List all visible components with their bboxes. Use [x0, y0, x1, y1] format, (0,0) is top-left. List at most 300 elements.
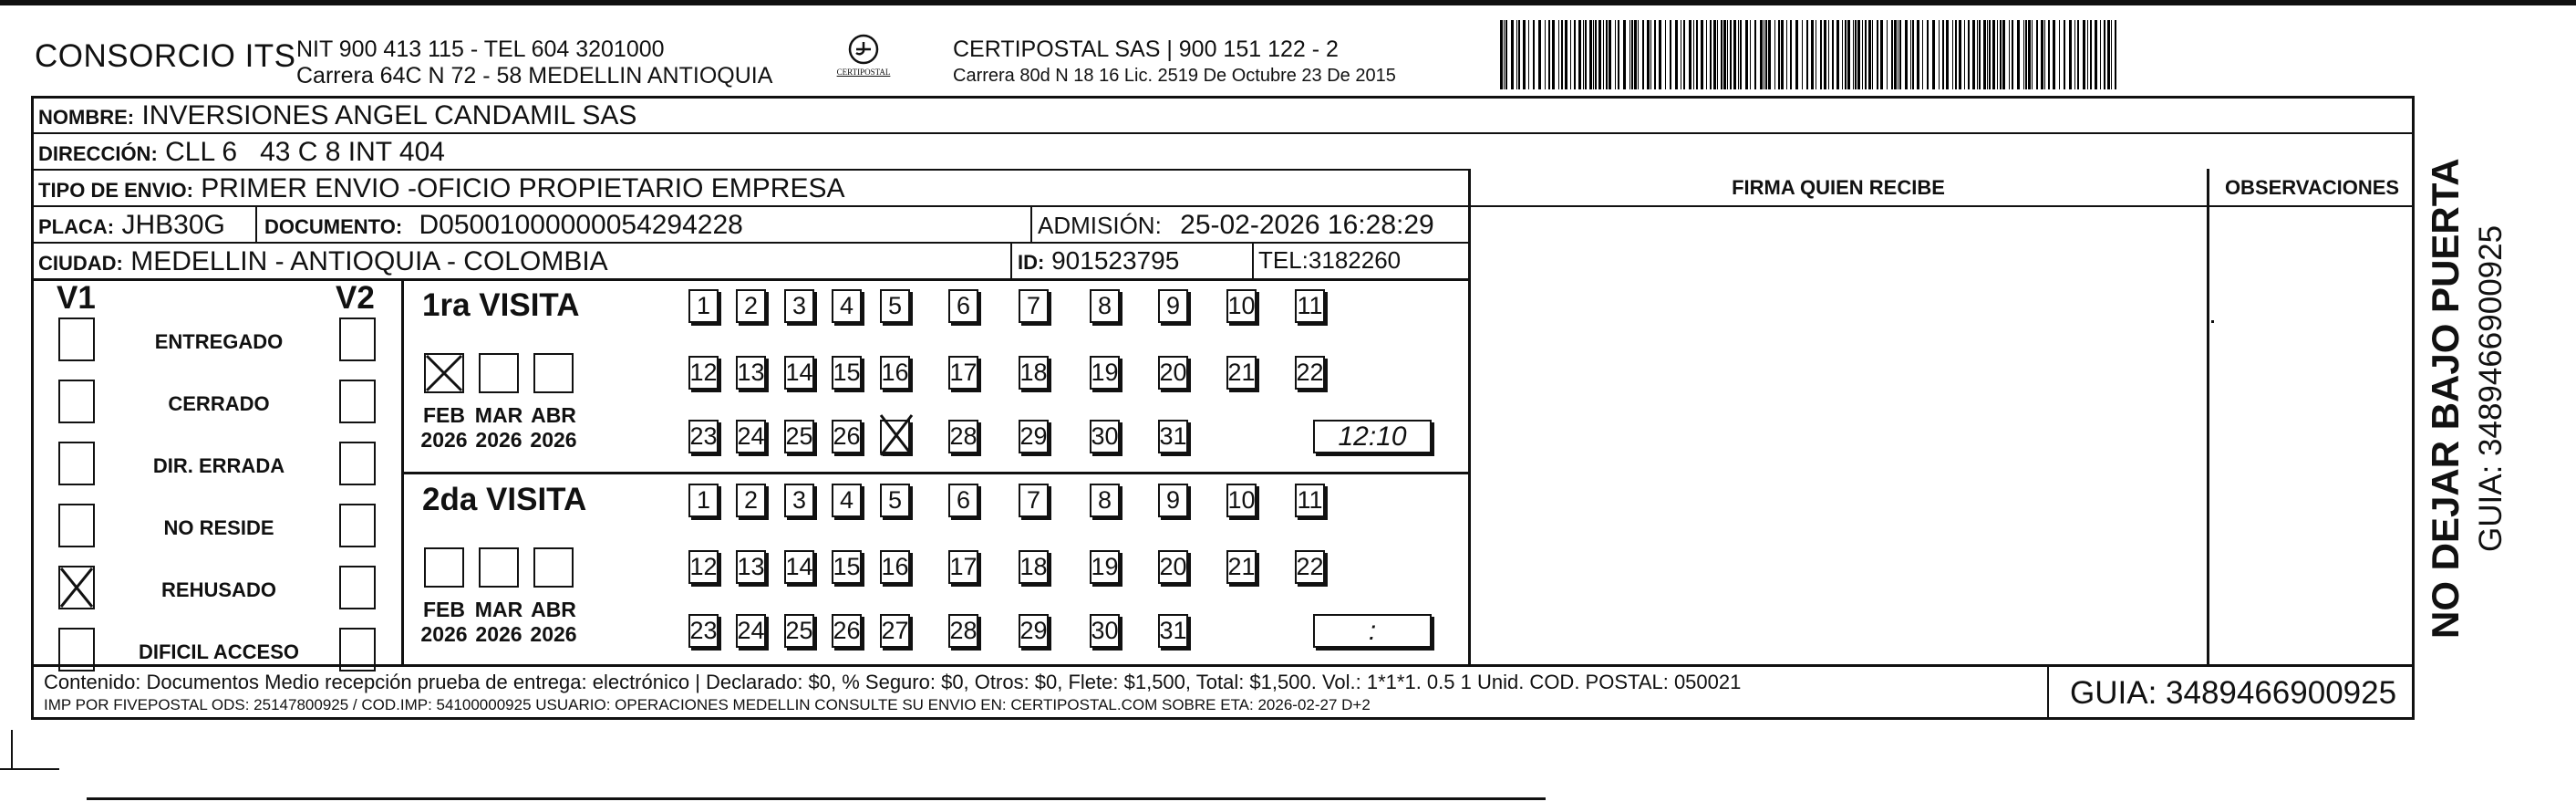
barcode-bar [1927, 20, 1929, 89]
barcode-bar [1683, 20, 1685, 89]
admision-value: 25-02-2026 16:28:29 [1180, 210, 1434, 240]
status-label-rehusado: REHUSADO [161, 578, 276, 601]
barcode-bar [1750, 20, 1751, 89]
barcode-bar [1696, 20, 1698, 89]
barcode-bar [1638, 20, 1639, 89]
month-name: MAR [474, 598, 523, 621]
barcode-bar [1721, 20, 1723, 89]
day-box-1-30: 30 [1090, 420, 1120, 453]
month-box-mar-1 [479, 353, 519, 393]
month-box-feb-1 [424, 353, 464, 393]
status-label-cerrado: CERRADO [168, 392, 270, 415]
barcode-bar [1862, 20, 1863, 89]
v2-checkbox-no-reside [339, 504, 376, 547]
barcode-bar [1765, 20, 1767, 89]
logo-text: CERTIPOSTAL [836, 68, 891, 77]
barcode-bar [1634, 20, 1637, 89]
barcode-bar [2100, 20, 2101, 89]
barcode-bar [1689, 20, 1691, 89]
barcode-bar [1654, 20, 1656, 89]
barcode-bar [1615, 20, 1616, 89]
day-box-1-1: 1 [688, 289, 719, 323]
status-label-dificil-acceso: DIFICIL ACCESO [138, 640, 299, 663]
carrier-name: CERTIPOSTAL SAS | 900 151 122 - 2 [953, 36, 1339, 62]
day-box-2-23: 23 [688, 614, 719, 648]
company-nit: NIT 900 413 115 - TEL 604 3201000 [296, 36, 665, 62]
barcode-bar [1853, 20, 1854, 89]
barcode-bar [1946, 20, 1949, 89]
barcode-bar [1516, 20, 1517, 89]
id-cell [1018, 246, 1179, 276]
barcode-bar [1983, 20, 1986, 89]
barcode-bar [2012, 20, 2013, 89]
day-box-1-26: 26 [832, 420, 862, 453]
barcode-bar [1868, 20, 1871, 89]
tipo-envio-row [38, 173, 844, 204]
company-name: CONSORCIO ITS [35, 38, 296, 74]
day-box-1-13: 13 [736, 356, 766, 390]
barcode-bar [1561, 20, 1563, 89]
barcode-bar [1733, 20, 1736, 89]
barcode-bar [1548, 20, 1550, 89]
direccion-row [38, 137, 445, 168]
day-box-1-6: 6 [948, 289, 978, 323]
documento-value: D05001000000054294228 [419, 210, 743, 240]
barcode-bar [2107, 20, 2110, 89]
barcode-bar [2115, 20, 2116, 89]
barcode-bar [1811, 20, 1814, 89]
barcode-bar [2009, 20, 2010, 89]
barcode-bar [1593, 20, 1594, 89]
barcode-bar [1675, 20, 1678, 89]
day-box-2-9: 9 [1158, 484, 1188, 517]
barcode-bar [1872, 20, 1873, 89]
ciudad-label: CIUDAD: [38, 252, 123, 275]
barcode-bar [1979, 20, 1981, 89]
barcode-bar [1768, 20, 1771, 89]
footer-guia: GUIA: 3489466900925 [2070, 675, 2397, 711]
day-box-2-8: 8 [1090, 484, 1120, 517]
barcode-bar [2044, 20, 2045, 89]
tipo-envio-label: TIPO DE ENVIO: [38, 179, 193, 202]
barcode-bar [2087, 20, 2088, 89]
month-year: 2026 [420, 622, 468, 646]
barcode-bar [1964, 20, 1965, 89]
day-box-2-7: 7 [1019, 484, 1049, 517]
v1-checkbox-entregado [58, 318, 95, 361]
barcode-bar [1905, 20, 1908, 89]
barcode [1500, 20, 2229, 89]
barcode-bar [1609, 20, 1611, 89]
barcode-bar [1595, 20, 1597, 89]
carrier-info [953, 36, 1396, 89]
barcode-bar [1565, 20, 1567, 89]
barcode-bar [1939, 20, 1940, 89]
barcode-bar [1802, 20, 1803, 89]
barcode-bar [1845, 20, 1847, 89]
side-warning: NO DEJAR BAJO PUERTA [2424, 158, 2467, 639]
barcode-bar [2077, 20, 2079, 89]
barcode-bar [1738, 20, 1739, 89]
barcode-bar [1832, 20, 1834, 89]
ciudad-row [38, 246, 608, 277]
barcode-bar [1795, 20, 1798, 89]
day-box-1-23: 23 [688, 420, 719, 453]
observaciones-dot [2211, 320, 2214, 323]
v1-checkbox-no-reside [58, 504, 95, 547]
barcode-bar [2025, 20, 2027, 89]
direccion-label: DIRECCIÓN: [38, 142, 158, 165]
day-box-2-22: 22 [1295, 550, 1325, 584]
v2-checkbox-rehusado [339, 566, 376, 609]
day-box-1-2: 2 [736, 289, 766, 323]
v2-checkbox-dir-errada [339, 442, 376, 485]
barcode-bar [1701, 20, 1703, 89]
month-label-1 [417, 403, 471, 453]
ciudad-value: MEDELLIN - ANTIOQUIA - COLOMBIA [130, 246, 608, 276]
barcode-bar [1585, 20, 1587, 89]
barcode-bar [1790, 20, 1792, 89]
barcode-bar [1647, 20, 1650, 89]
day-box-1-17: 17 [948, 356, 978, 390]
barcode-bar [1570, 20, 1571, 89]
barcode-bar [1887, 20, 1888, 89]
barcode-bar [2104, 20, 2105, 89]
barcode-bar [1730, 20, 1732, 89]
day-box-2-1: 1 [688, 484, 719, 517]
barcode-bar [1642, 20, 1644, 89]
barcode-bar [1578, 20, 1581, 89]
barcode-bar [1533, 20, 1535, 89]
day-box-1-9: 9 [1158, 289, 1188, 323]
day-box-1-4: 4 [832, 289, 862, 323]
barcode-bar [1917, 20, 1919, 89]
barcode-bar [1778, 20, 1780, 89]
barcode-bar [1824, 20, 1826, 89]
barcode-bar [1865, 20, 1867, 89]
barcode-bar [1693, 20, 1694, 89]
day-box-2-21: 21 [1226, 550, 1257, 584]
firma-header: FIRMA QUIEN RECIBE [1732, 176, 1945, 199]
barcode-bar [1629, 20, 1630, 89]
day-box-1-21: 21 [1226, 356, 1257, 390]
day-box-1-18: 18 [1019, 356, 1049, 390]
month-label-1 [471, 403, 526, 453]
barcode-bar [2023, 20, 2024, 89]
documento-cell [264, 210, 743, 241]
day-box-2-17: 17 [948, 550, 978, 584]
barcode-bar [2095, 20, 2097, 89]
visit-time-box-1: 12:10 [1313, 420, 1432, 453]
barcode-bar [1740, 20, 1742, 89]
v1-label: V1 [57, 280, 96, 316]
month-year: 2026 [530, 428, 577, 452]
barcode-bar [1820, 20, 1822, 89]
day-box-2-13: 13 [736, 550, 766, 584]
day-box-1-8: 8 [1090, 289, 1120, 323]
month-year: 2026 [475, 622, 522, 646]
certipostal-logo [832, 31, 895, 86]
day-box-2-18: 18 [1019, 550, 1049, 584]
id-label: ID: [1018, 251, 1045, 274]
day-box-1-5: 5 [880, 289, 910, 323]
barcode-bar [1754, 20, 1756, 89]
month-name: FEB [423, 598, 465, 621]
barcode-bar [1847, 20, 1850, 89]
day-box-1-19: 19 [1090, 356, 1120, 390]
day-box-1-29: 29 [1019, 420, 1049, 453]
barcode-bar [1623, 20, 1626, 89]
month-year: 2026 [420, 428, 468, 452]
barcode-bar [1710, 20, 1712, 89]
barcode-bar [1518, 20, 1520, 89]
carrier-address: Carrera 80d N 18 16 Lic. 2519 De Octubre 23 De 2015 [953, 66, 1396, 86]
barcode-bar [1828, 20, 1829, 89]
day-box-2-10: 10 [1226, 484, 1257, 517]
status-label-dir-errada: DIR. ERRADA [152, 454, 285, 477]
barcode-bar [1504, 20, 1505, 89]
v1-checkbox-dir-errada [58, 442, 95, 485]
barcode-bar [1899, 20, 1901, 89]
barcode-bar [1857, 20, 1860, 89]
barcode-bar [2074, 20, 2075, 89]
barcode-bar [1745, 20, 1748, 89]
barcode-bar [1552, 20, 1555, 89]
barcode-bar [1631, 20, 1633, 89]
visit-time-box-2: : [1313, 614, 1432, 648]
v1-checkbox-rehusado [58, 566, 95, 609]
barcode-bar [1842, 20, 1843, 89]
barcode-bar [1606, 20, 1608, 89]
day-box-2-19: 19 [1090, 550, 1120, 584]
barcode-bar [1786, 20, 1787, 89]
barcode-bar [1618, 20, 1619, 89]
day-box-1-22: 22 [1295, 356, 1325, 390]
day-box-1-14: 14 [784, 356, 814, 390]
day-box-1-12: 12 [688, 356, 719, 390]
barcode-bar [2036, 20, 2038, 89]
day-box-1-20: 20 [1158, 356, 1188, 390]
barcode-bar [1603, 20, 1604, 89]
barcode-bar [1836, 20, 1839, 89]
tel-cell [1258, 246, 1401, 275]
visit-title-1: 1ra VISITA [422, 287, 580, 323]
v2-checkbox-dificil-acceso [339, 628, 376, 671]
barcode-bar [1932, 20, 1935, 89]
day-box-1-25: 25 [784, 420, 814, 453]
barcode-bar [1880, 20, 1883, 89]
month-label-2 [417, 598, 471, 647]
barcode-bar [1706, 20, 1707, 89]
month-name: ABR [531, 403, 576, 427]
barcode-bar [1589, 20, 1592, 89]
day-box-2-5: 5 [880, 484, 910, 517]
day-box-2-16: 16 [880, 550, 910, 584]
barcode-bar [1528, 20, 1529, 89]
barcode-bar [2111, 20, 2112, 89]
day-box-2-24: 24 [736, 614, 766, 648]
day-box-1-10: 10 [1226, 289, 1257, 323]
barcode-bar [2064, 20, 2065, 89]
barcode-bar [1538, 20, 1541, 89]
barcode-bar [2069, 20, 2072, 89]
barcode-bar [2090, 20, 2092, 89]
month-year: 2026 [475, 428, 522, 452]
barcode-bar [1727, 20, 1728, 89]
month-box-abr-1 [533, 353, 574, 393]
status-label-entregado: ENTREGADO [154, 330, 284, 353]
v2-checkbox-cerrado [339, 380, 376, 423]
day-box-1-31: 31 [1158, 420, 1188, 453]
day-box-2-25: 25 [784, 614, 814, 648]
barcode-bar [2028, 20, 2031, 89]
nombre-row [38, 100, 636, 131]
barcode-bar [1992, 20, 1995, 89]
barcode-bar [1781, 20, 1784, 89]
footer-imp: IMP POR FIVEPOSTAL ODS: 25147800925 / COD.IMP: 54100000925 USUARIO: OPERACIONES MEDELLIN CONSULTE SU ENVIO EN: CERTIPOSTAL.COM SOBRE ETA: 2026-02-27 D+2 [44, 696, 1371, 713]
day-box-2-2: 2 [736, 484, 766, 517]
barcode-bar [1989, 20, 1991, 89]
tel-value: 3182260 [1308, 246, 1402, 274]
day-box-2-6: 6 [948, 484, 978, 517]
day-box-1-28: 28 [948, 420, 978, 453]
barcode-bar [1717, 20, 1718, 89]
month-name: MAR [474, 403, 523, 427]
barcode-bar [1583, 20, 1584, 89]
barcode-bar [1598, 20, 1601, 89]
v2-label: V2 [336, 280, 375, 316]
barcode-bar [1977, 20, 1978, 89]
tel-label: TEL: [1258, 246, 1309, 274]
day-box-2-15: 15 [832, 550, 862, 584]
nombre-label: NOMBRE: [38, 106, 135, 129]
barcode-bar [1910, 20, 1911, 89]
barcode-bar [1894, 20, 1897, 89]
barcode-bar [1500, 20, 1503, 89]
barcode-bar [2000, 20, 2002, 89]
barcode-bar [2041, 20, 2043, 89]
day-box-1-15: 15 [832, 356, 862, 390]
barcode-bar [1723, 20, 1726, 89]
barcode-bar [1891, 20, 1893, 89]
day-box-2-30: 30 [1090, 614, 1120, 648]
day-box-1-11: 11 [1295, 289, 1325, 323]
v1-checkbox-dificil-acceso [58, 628, 95, 671]
barcode-bar [2048, 20, 2050, 89]
day-box-2-20: 20 [1158, 550, 1188, 584]
day-box-2-31: 31 [1158, 614, 1188, 648]
barcode-bar [2002, 20, 2005, 89]
barcode-bar [1968, 20, 1970, 89]
barcode-bar [1760, 20, 1763, 89]
barcode-bar [1855, 20, 1857, 89]
barcode-bar [1987, 20, 1988, 89]
placa-cell [38, 210, 225, 241]
barcode-bar [2032, 20, 2033, 89]
month-label-2 [471, 598, 526, 647]
barcode-bar [1997, 20, 1998, 89]
footer-content: Contenido: Documentos Medio recepción prueba de entrega: electrónico | Declarado: $0, % Seguro: $0, Otros: $0, Flete: $1,500, Total: $1,500. Vol.: 1*1*1. 0.5 1 Unid. COD. POSTAL: 050021 [44, 671, 1742, 693]
barcode-bar [1774, 20, 1775, 89]
month-box-abr-2 [533, 547, 574, 588]
observaciones-header: OBSERVACIONES [2224, 176, 2400, 199]
barcode-bar [1665, 20, 1666, 89]
barcode-bar [1511, 20, 1514, 89]
barcode-bar [1877, 20, 1878, 89]
barcode-bar [1942, 20, 1944, 89]
barcode-bar [1505, 20, 1507, 89]
barcode-bar [1670, 20, 1671, 89]
company-address: Carrera 64C N 72 - 58 MEDELLIN ANTIOQUIA [296, 63, 773, 88]
day-box-1-16: 16 [880, 356, 910, 390]
barcode-bar [1650, 20, 1651, 89]
status-label-no-reside: NO RESIDE [163, 516, 274, 539]
barcode-bar [1545, 20, 1546, 89]
side-guia: GUIA: 3489466900925 [2473, 224, 2509, 552]
day-box-1-7: 7 [1019, 289, 1049, 323]
barcode-bar [2059, 20, 2060, 89]
day-box-1-27 [880, 420, 910, 453]
day-box-2-11: 11 [1295, 484, 1325, 517]
month-box-feb-2 [424, 547, 464, 588]
nombre-value: INVERSIONES ANGEL CANDAMIL SAS [141, 100, 637, 130]
barcode-bar [2017, 20, 2020, 89]
barcode-bar [1912, 20, 1914, 89]
tipo-envio-value: PRIMER ENVIO -OFICIO PROPIETARIO EMPRESA [201, 173, 845, 203]
month-name: FEB [423, 403, 465, 427]
barcode-bar [1806, 20, 1808, 89]
barcode-bar [2083, 20, 2085, 89]
documento-label: DOCUMENTO: [264, 215, 403, 238]
day-box-2-4: 4 [832, 484, 862, 517]
admision-label: ADMISIÓN: [1038, 212, 1162, 239]
month-box-mar-2 [479, 547, 519, 588]
day-box-2-27: 27 [880, 614, 910, 648]
day-box-2-29: 29 [1019, 614, 1049, 648]
placa-label: PLACA: [38, 215, 115, 238]
day-box-2-3: 3 [784, 484, 814, 517]
barcode-bar [1558, 20, 1559, 89]
barcode-bar [1713, 20, 1716, 89]
barcode-bar [1952, 20, 1953, 89]
placa-value: JHB30G [121, 210, 225, 240]
v2-checkbox-entregado [339, 318, 376, 361]
month-label-1 [526, 403, 581, 453]
month-label-2 [526, 598, 581, 647]
barcode-bar [2053, 20, 2055, 89]
barcode-bar [1659, 20, 1661, 89]
barcode-bar [1959, 20, 1961, 89]
company-info [296, 36, 772, 89]
id-value: 901523795 [1051, 246, 1180, 275]
month-name: ABR [531, 598, 576, 621]
direccion-value: CLL 6 43 C 8 INT 404 [165, 137, 445, 167]
day-box-2-26: 26 [832, 614, 862, 648]
barcode-bar [1922, 20, 1923, 89]
day-box-1-24: 24 [736, 420, 766, 453]
day-box-2-28: 28 [948, 614, 978, 648]
day-box-1-3: 3 [784, 289, 814, 323]
day-box-2-12: 12 [688, 550, 719, 584]
visit-title-2: 2da VISITA [422, 482, 587, 517]
admision-cell [1038, 210, 1434, 241]
barcode-bar [1955, 20, 1957, 89]
barcode-bar [1972, 20, 1975, 89]
v1-checkbox-cerrado [58, 380, 95, 423]
day-box-2-14: 14 [784, 550, 814, 584]
barcode-bar [1574, 20, 1576, 89]
barcode-bar [1523, 20, 1526, 89]
